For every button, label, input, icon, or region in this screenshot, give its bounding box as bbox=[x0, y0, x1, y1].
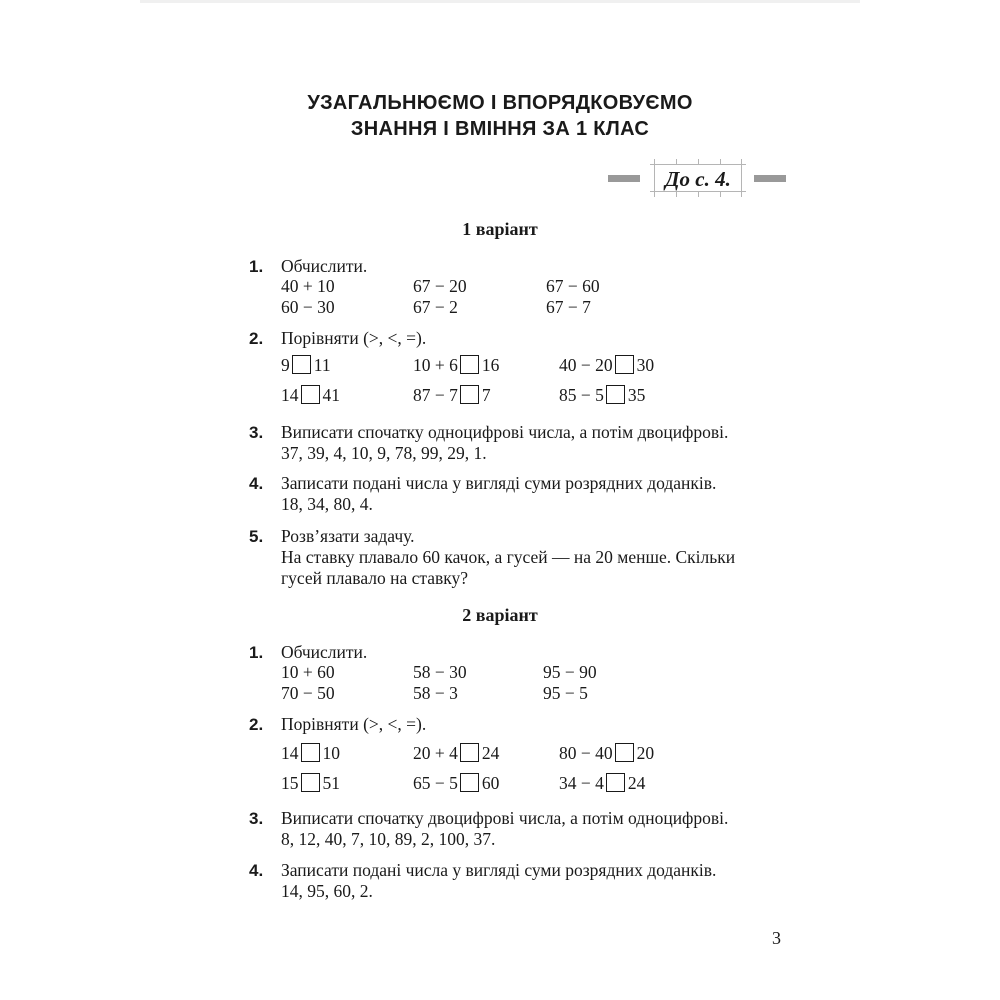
expression: 60 − 30 bbox=[281, 297, 335, 317]
task-text: 37, 39, 4, 10, 9, 78, 99, 29, 1. bbox=[281, 443, 487, 463]
answer-box[interactable] bbox=[615, 743, 634, 762]
reference-grid-box bbox=[654, 159, 742, 197]
task-text: 14, 95, 60, 2. bbox=[281, 881, 373, 901]
expression: 67 − 7 bbox=[546, 297, 591, 317]
comparison-item: 15 51 bbox=[281, 773, 340, 793]
task-text: Записати подані числа у вигляді суми розрядних доданків. bbox=[281, 473, 717, 493]
answer-box[interactable] bbox=[606, 773, 625, 792]
expression: 58 − 3 bbox=[413, 683, 458, 703]
task-number: 4. bbox=[249, 861, 264, 880]
answer-box[interactable] bbox=[301, 385, 320, 404]
task-number: 1. bbox=[249, 643, 264, 662]
top-divider bbox=[140, 0, 860, 3]
reference-label: До с. 4. bbox=[665, 167, 731, 191]
comparison-item: 20 + 4 24 bbox=[413, 743, 500, 763]
page-title-line-2: ЗНАННЯ І ВМІННЯ ЗА 1 КЛАС bbox=[350, 118, 650, 140]
comparison-item: 14 10 bbox=[281, 743, 340, 763]
expression: 70 − 50 bbox=[281, 683, 335, 703]
expression: 95 − 5 bbox=[543, 683, 588, 703]
task-text: Обчислити. bbox=[281, 256, 368, 276]
comparison-item: 85 − 5 35 bbox=[559, 385, 646, 405]
task-number: 1. bbox=[249, 257, 264, 276]
answer-box[interactable] bbox=[460, 743, 479, 762]
task-text: Виписати спочатку двоцифрові числа, а потім одноцифрові. bbox=[281, 808, 729, 828]
page-reference bbox=[608, 155, 788, 201]
task-number: 5. bbox=[249, 527, 264, 546]
expression: 10 + 60 bbox=[281, 662, 335, 682]
reference-bar-left bbox=[608, 175, 640, 182]
task-number: 3. bbox=[249, 809, 264, 828]
answer-box[interactable] bbox=[615, 355, 634, 374]
comparison-item: 9 11 bbox=[281, 355, 331, 375]
answer-box[interactable] bbox=[301, 773, 320, 792]
task-number: 4. bbox=[249, 474, 264, 493]
comparison-item: 34 − 4 24 bbox=[559, 773, 646, 793]
task-number: 2. bbox=[249, 715, 264, 734]
task-number: 3. bbox=[249, 423, 264, 442]
comparison-item: 80 − 40 20 bbox=[559, 743, 655, 763]
task-text: гусей плавало на ставку? bbox=[281, 568, 469, 588]
task-number: 2. bbox=[249, 329, 264, 348]
comparison-item: 87 − 7 7 bbox=[413, 385, 491, 405]
expression: 95 − 90 bbox=[543, 662, 597, 682]
task-text: Обчислити. bbox=[281, 642, 368, 662]
answer-box[interactable] bbox=[460, 355, 479, 374]
task-text: 8, 12, 40, 7, 10, 89, 2, 100, 37. bbox=[281, 829, 496, 849]
task-text: Записати подані числа у вигляді суми розрядних доданків. bbox=[281, 860, 717, 880]
answer-box[interactable] bbox=[460, 773, 479, 792]
page-number: 3 bbox=[772, 928, 781, 948]
expression: 58 − 30 bbox=[413, 662, 467, 682]
task-text: Порівняти (>, <, =). bbox=[281, 328, 427, 348]
expression: 67 − 2 bbox=[413, 297, 458, 317]
task-text: Виписати спочатку одноцифрові числа, а потім двоцифрові. bbox=[281, 422, 729, 442]
task-text: Порівняти (>, <, =). bbox=[281, 714, 427, 734]
expression: 67 − 20 bbox=[413, 276, 467, 296]
answer-box[interactable] bbox=[292, 355, 311, 374]
variant-2-heading: 2 варіант bbox=[462, 605, 538, 625]
reference-bar-right bbox=[754, 175, 786, 182]
task-text: Розв’язати задачу. bbox=[281, 526, 415, 546]
answer-box[interactable] bbox=[301, 743, 320, 762]
comparison-item: 40 − 20 30 bbox=[559, 355, 655, 375]
expression: 67 − 60 bbox=[546, 276, 600, 296]
variant-1-heading: 1 варіант bbox=[462, 219, 538, 239]
task-text: 18, 34, 80, 4. bbox=[281, 494, 373, 514]
comparison-item: 10 + 6 16 bbox=[413, 355, 500, 375]
page-title-line-1: УЗАГАЛЬНЮЄМО І ВПОРЯДКОВУЄМО bbox=[307, 92, 693, 114]
expression: 40 + 10 bbox=[281, 276, 335, 296]
answer-box[interactable] bbox=[606, 385, 625, 404]
answer-box[interactable] bbox=[460, 385, 479, 404]
comparison-item: 65 − 5 60 bbox=[413, 773, 500, 793]
task-text: На ставку плавало 60 качок, а гусей — на 20 менше. Скільки bbox=[281, 547, 736, 567]
comparison-item: 14 41 bbox=[281, 385, 340, 405]
